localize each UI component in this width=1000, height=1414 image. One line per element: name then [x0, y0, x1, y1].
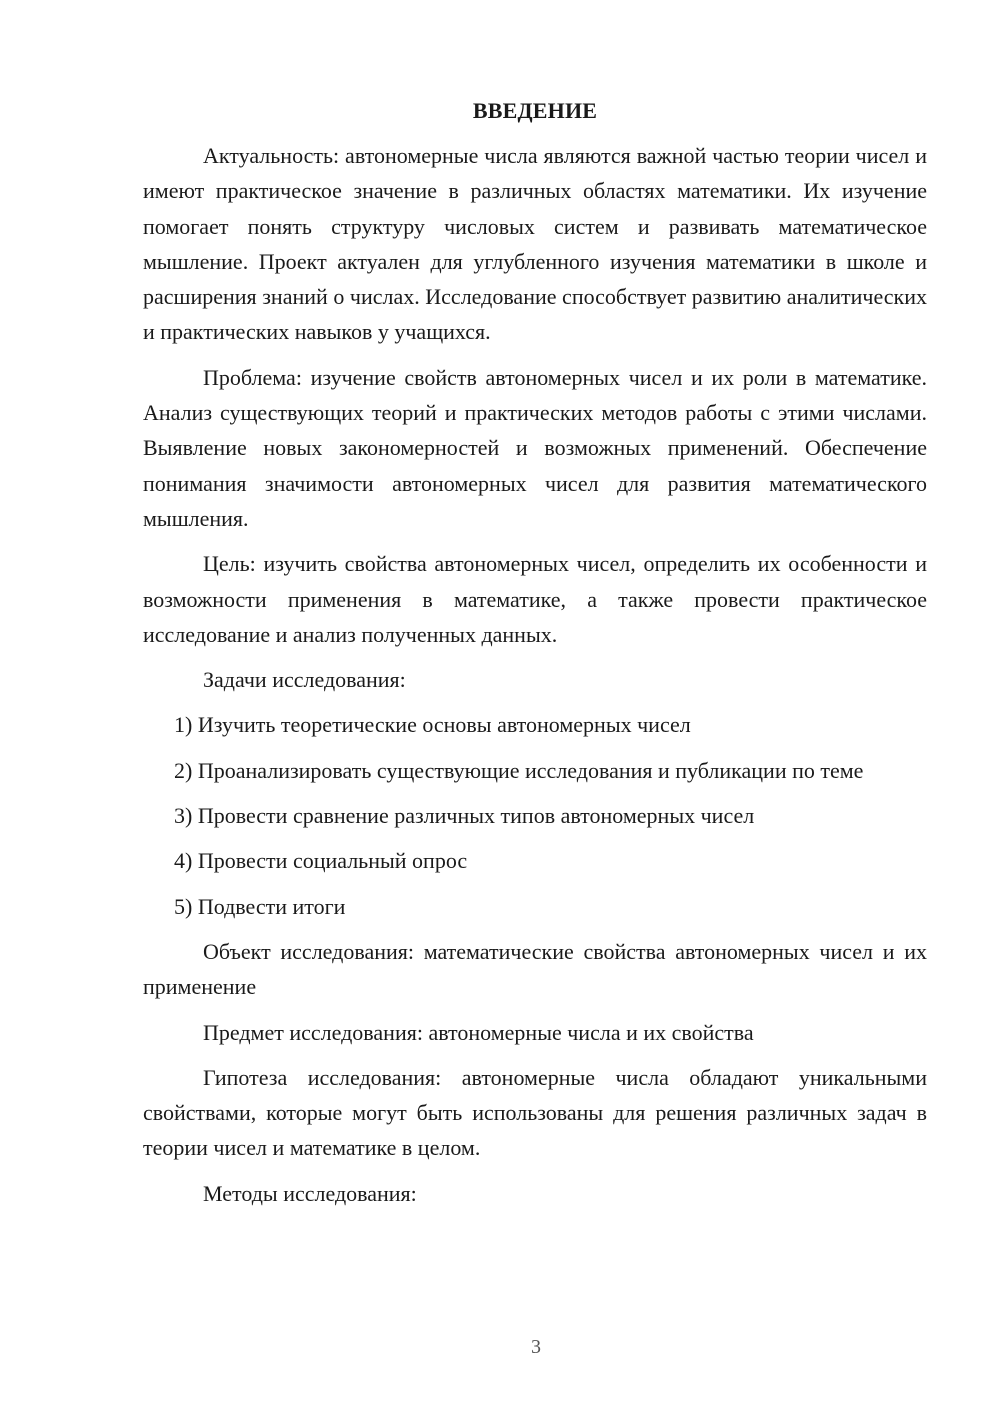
paragraph-object: Объект исследования: математические свойства автономерных чисел и их применение [143, 938, 927, 1000]
task-item-4: 4) Провести социальный опрос [174, 848, 468, 874]
section-heading: ВВЕДЕНИЕ [472, 98, 598, 123]
task-item-5: 5) Подвести итоги [174, 893, 346, 919]
paragraph-relevance: Актуальность: автономерные числа являются важной частью теории чисел и имеют практическое значение в различных областях математики. Их изучение помогает понять структуру числовых систем и развивать математическое мышление. Проект актуален для углубленного изучения математики в школе и расширения знаний о числах. Исследование способствует развитию аналитических и практических навыков у учащихся. [143, 143, 927, 345]
paragraph-methods-title: Методы исследования: [203, 1180, 417, 1206]
paragraph-subject: Предмет исследования: автономерные числа и их свойства [203, 1019, 754, 1045]
paragraph-tasks-title: Задачи исследования: [203, 667, 406, 693]
task-item-2: 2) Проанализировать существующие исследования и публикации по теме [174, 757, 864, 783]
paragraph-hypothesis: Гипотеза исследования: автономерные числа обладают уникальными свойствами, которые могут быть использованы для решения различных задач в теории чисел и математике в целом. [143, 1064, 927, 1161]
paragraph-problem: Проблема: изучение свойств автономерных чисел и их роли в математике. Анализ существующих теорий и практических методов работы с этими числами. Выявление новых закономерностей и возможных применений. Обеспечение понимания значимости автономерных чисел для развития математического мышления. [143, 364, 927, 531]
page-content [143, 93, 927, 1221]
task-item-1: 1) Изучить теоретические основы автономерных чисел [174, 712, 691, 738]
paragraph-goal: Цель: изучить свойства автономерных чисел, определить их особенности и возможности применения в математике, а также провести практическое исследование и анализ полученных данных. [143, 551, 927, 647]
task-item-3: 3) Провести сравнение различных типов автономерных чисел [174, 803, 755, 829]
page-number: 3 [531, 1336, 541, 1358]
